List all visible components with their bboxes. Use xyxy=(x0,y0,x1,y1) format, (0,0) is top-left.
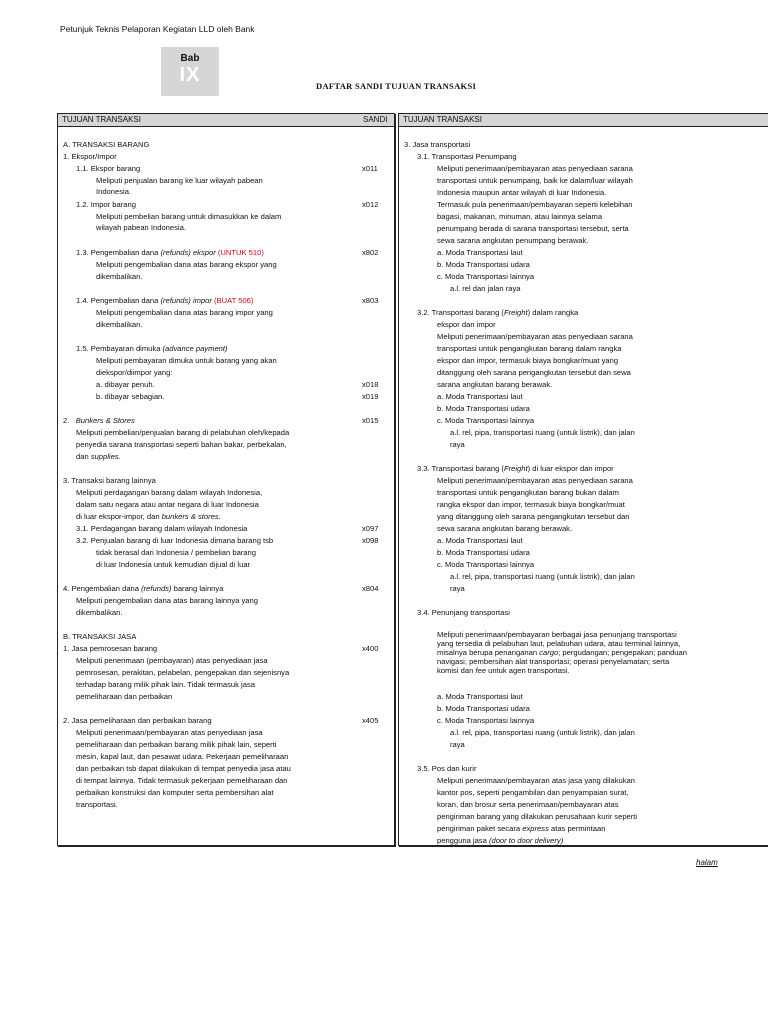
description: Meliputi penjualan barang ke luar wilayah pabean xyxy=(96,176,263,185)
description: komisi dan fee untuk agen transportasi. xyxy=(437,666,570,675)
sub-item: b. Moda Transportasi udara xyxy=(437,404,530,413)
description: Meliputi penerimaan/pembayaran atas penyediaan sarana xyxy=(437,476,633,485)
left-table xyxy=(57,113,395,846)
right-table xyxy=(398,113,768,846)
sub-item-note: a.l. rel dan jalan raya xyxy=(450,284,521,293)
description: koran, dan brosur serta penerimaan/pembayaran atas xyxy=(437,800,619,809)
sub-item: a. Moda Transportasi laut xyxy=(437,536,523,545)
code-value: x098 xyxy=(362,536,379,545)
sub-item-note: a.l. rel, pipa, transportasi ruang (untuk listrik), dan jalan xyxy=(450,428,635,437)
left-table-body xyxy=(58,127,394,845)
description: tidak berasal dari Indonesia / pembelian barang xyxy=(96,548,256,557)
sub-item: c. Moda Transportasi lainnya xyxy=(437,716,535,725)
description: Meliputi penerimaan (pembayaran) atas penyediaan jasa xyxy=(76,656,268,665)
list-item: 1.5. Pembayaran dimuka (advance payment) xyxy=(76,344,228,353)
description: pemeliharaan dan perbaikan xyxy=(76,692,173,701)
description: Meliputi penerimaan/pembayaran atas penyediaan sarana xyxy=(437,164,633,173)
list-item: 2. Jasa pemeliharaan dan perbaikan barang xyxy=(63,716,212,725)
description: pengiriman paket secara express atas permintaan xyxy=(437,824,606,833)
column-purpose-header: TUJUAN TRANSAKSI xyxy=(62,115,141,124)
code-value: x405 xyxy=(362,716,379,725)
sub-item-note: a.l. rel, pipa, transportasi ruang (untuk listrik), dan jalan xyxy=(450,572,635,581)
description: transportasi untuk pengangkutan barang dalam rangka xyxy=(437,344,622,353)
description: Indonesia. xyxy=(96,187,132,196)
sub-item: a. dibayar penuh. xyxy=(96,380,155,389)
description: Meliputi pembayaran dimuka untuk barang yang akan xyxy=(96,356,277,365)
code-value: x011 xyxy=(362,164,378,173)
description: Meliputi pengembalian dana atas barang ekspor yang xyxy=(96,260,277,269)
description: kantor pos, seperti pengambilan dan penyampaian surat, xyxy=(437,788,629,797)
description: Meliputi pengembalian dana atas barang lainnya yang xyxy=(76,596,258,605)
description: dan perbaikan tsb dapat dilakukan di tempat penyedia jasa atau xyxy=(76,764,291,773)
column-code-header: SANDI xyxy=(363,115,388,124)
description: penumpang berada di sarana transportasi tersebut, serta xyxy=(437,224,629,233)
description: mesin, kapal laut, dan pesawat udara. Pekerjaan pemeliharaan xyxy=(76,752,289,761)
description: transportasi untuk penumpang, baik ke dalam/luar wilayah xyxy=(437,176,633,185)
right-table-body xyxy=(399,127,768,845)
description: yang tersedia di pelabuhan laut, pelabuhan udara, atau terminal lainnya, xyxy=(437,639,681,648)
right-table-header xyxy=(399,114,768,127)
list-item: 3.2. Transportasi barang (Freight) dalam rangka xyxy=(417,308,579,317)
description: dikembalikan. xyxy=(96,272,143,281)
list-item: 3. Jasa transportasi xyxy=(404,140,471,149)
list-item: 3.4. Penunjang transportasi xyxy=(417,608,510,617)
description: perbaikan konstruksi dan komputer serta pembersihan alat xyxy=(76,788,274,797)
description: sewa sarana angkutan barang berawak. xyxy=(437,524,573,533)
list-item: 3.3. Transportasi barang (Freight) di luar ekspor dan impor xyxy=(417,464,614,473)
list-item: 1.1. Ekspor barang xyxy=(76,164,141,173)
description: ditanggung oleh sarana pengangkutan tersebut dan sewa xyxy=(437,368,631,377)
sub-item-note: a.l. rel, pipa, transportasi ruang (untuk listrik), dan jalan xyxy=(450,728,635,737)
description: navigasi; pembersihan alat transportasi; operasi penyelamatan; serta xyxy=(437,657,670,666)
code-value: x802 xyxy=(362,248,379,257)
sub-item-note: raya xyxy=(450,740,465,749)
list-item: 1. Ekspor/Impor xyxy=(63,152,117,161)
left-table-header xyxy=(58,114,394,127)
description: di tempat lainnya. Tidak termasuk pekerjaan pemeliharaan dan xyxy=(76,776,288,785)
list-item: 1. Jasa pemrosesan barang xyxy=(63,644,158,653)
description: di luar ekspor-impor, dan bunkers & stores. xyxy=(76,512,221,521)
sub-item: b. Moda Transportasi udara xyxy=(437,548,530,557)
description: Meliputi penerimaan/pembayaran atas penyediaan jasa xyxy=(76,728,263,737)
description: terhadap barang milik pihak lain. Tidak termasuk jasa xyxy=(76,680,255,689)
list-item: 1.2. Impor barang xyxy=(76,200,136,209)
column-purpose-header: TUJUAN TRANSAKSI xyxy=(403,115,482,124)
description: diekspor/diimpor yang: xyxy=(96,368,173,377)
chapter-number: IX xyxy=(179,64,201,86)
description: Meliputi pengembalian dana atas barang impor yang xyxy=(96,308,273,317)
code-value: x019 xyxy=(362,392,379,401)
sub-item: c. Moda Transportasi lainnya xyxy=(437,416,535,425)
red-note: (UNTUK 510) xyxy=(215,248,264,257)
section-heading: B. TRANSAKSI JASA xyxy=(63,632,137,641)
chapter-label: Bab xyxy=(180,53,200,64)
description: ekspor dan impor, termasuk biaya bongkar/muat yang xyxy=(437,356,619,365)
code-value: x015 xyxy=(362,416,379,425)
section-heading: A. TRANSAKSI BARANG xyxy=(63,140,150,149)
sub-item: a. Moda Transportasi laut xyxy=(437,692,523,701)
description: sewa sarana angkutan penumpang berawak. xyxy=(437,236,589,245)
sub-item-note: raya xyxy=(450,440,465,449)
sub-item: a. Moda Transportasi laut xyxy=(437,392,523,401)
sub-item: b. Moda Transportasi udara xyxy=(437,260,530,269)
description: rangka ekspor dan impor, termasuk biaya bongkar/muat xyxy=(437,500,625,509)
description: Meliputi penerimaan/pembayaran atas jasa yang dilakukan xyxy=(437,776,635,785)
red-note: (BUAT 506) xyxy=(211,296,254,305)
description: dikembalikan. xyxy=(96,320,143,329)
description: wilayah pabean Indonesia. xyxy=(96,223,186,232)
description: di luar Indonesia untuk kemudian dijual di luar xyxy=(96,560,251,569)
description: misalnya berupa penanganan cargo; pergudangan; pengepakan; panduan xyxy=(437,648,687,657)
description: pemeliharaan dan perbaikan barang milik pihak lain, seperti xyxy=(76,740,277,749)
list-item: ekspor dan impor xyxy=(437,320,496,329)
sub-item: a. Moda Transportasi laut xyxy=(437,248,523,257)
page-footer-link[interactable]: halam xyxy=(696,858,718,867)
chapter-badge xyxy=(161,47,219,96)
list-item: 3.2. Penjualan barang di luar Indonesia dimana barang tsb xyxy=(76,536,274,545)
description: pengguna jasa (door to door delivery) xyxy=(437,836,564,845)
description: pemrosesan, perakitan, pelabelan, pengepakan dan sejenisnya xyxy=(76,668,290,677)
sub-item: c. Moda Transportasi lainnya xyxy=(437,560,535,569)
description: bagasi, makanan, minuman, atau lainnya selama xyxy=(437,212,603,221)
description: Meliputi penerimaan/pembayaran berbagai jasa penunjang transportasi xyxy=(437,630,677,639)
description: Meliputi penerimaan/pembayaran atas penyediaan sarana xyxy=(437,332,633,341)
list-item: 3.5. Pos dan kurir xyxy=(417,764,477,773)
description: penyedia sarana transportasi seperti bahan bakar, perbekalan, xyxy=(76,440,287,449)
description: sarana angkutan barang berawak. xyxy=(437,380,553,389)
code-value: x018 xyxy=(362,380,379,389)
list-item: 2. Bunkers & Stores xyxy=(63,416,135,425)
page-title: DAFTAR SANDI TUJUAN TRANSAKSI xyxy=(316,81,477,91)
description: yang ditanggung oleh sarana pengangkutan tersebut dan xyxy=(437,512,630,521)
description: Meliputi pembelian barang untuk dimasukkan ke dalam xyxy=(96,212,282,221)
description: transportasi. xyxy=(76,800,118,809)
code-value: x400 xyxy=(362,644,379,653)
sub-item: b. dibayar sebagian. xyxy=(96,392,165,401)
description: transportasi untuk pengangkutan barang bukan dalam xyxy=(437,488,619,497)
sub-item: c. Moda Transportasi lainnya xyxy=(437,272,535,281)
description: Indonesia maupun antar wilayah di luar Indonesia. xyxy=(437,188,607,197)
sub-item-note: raya xyxy=(450,584,465,593)
sub-item: b. Moda Transportasi udara xyxy=(437,704,530,713)
code-value: x012 xyxy=(362,200,379,209)
list-item: 1.4. Pengembalian dana (refunds) impor (BUAT 506) xyxy=(76,296,254,305)
description: Meliputi perdagangan barang dalam wilayah Indonesia, xyxy=(76,488,263,497)
code-value: x097 xyxy=(362,524,379,533)
description: dalam satu negara atau antar negara di luar Indonesia xyxy=(76,500,259,509)
description: Termasuk pula penerimaan/pembayaran seperti kelebihan xyxy=(437,200,633,209)
list-item: 4. Pengembalian dana (refunds) barang lainnya xyxy=(63,584,224,593)
description: Meliputi pembelian/penjualan barang di pelabuhan oleh/kepada xyxy=(76,428,290,437)
code-value: x803 xyxy=(362,296,379,305)
description: dikembalikan. xyxy=(76,608,123,617)
code-value: x804 xyxy=(362,584,379,593)
list-item: 3.1. Perdagangan barang dalam wilayah Indonesia xyxy=(76,524,248,533)
list-item: 1.3. Pengembalian dana (refunds) ekspor (UNTUK 510) xyxy=(76,248,264,257)
list-item: 3.1. Transportasi Penumpang xyxy=(417,152,517,161)
description: pengiriman barang yang dilakukan perusahaan kurir seperti xyxy=(437,812,638,821)
document-header: Petunjuk Teknis Pelaporan Kegiatan LLD oleh Bank xyxy=(60,24,255,34)
list-item: 3. Transaksi barang lainnya xyxy=(63,476,156,485)
description: dan supplies. xyxy=(76,452,121,461)
